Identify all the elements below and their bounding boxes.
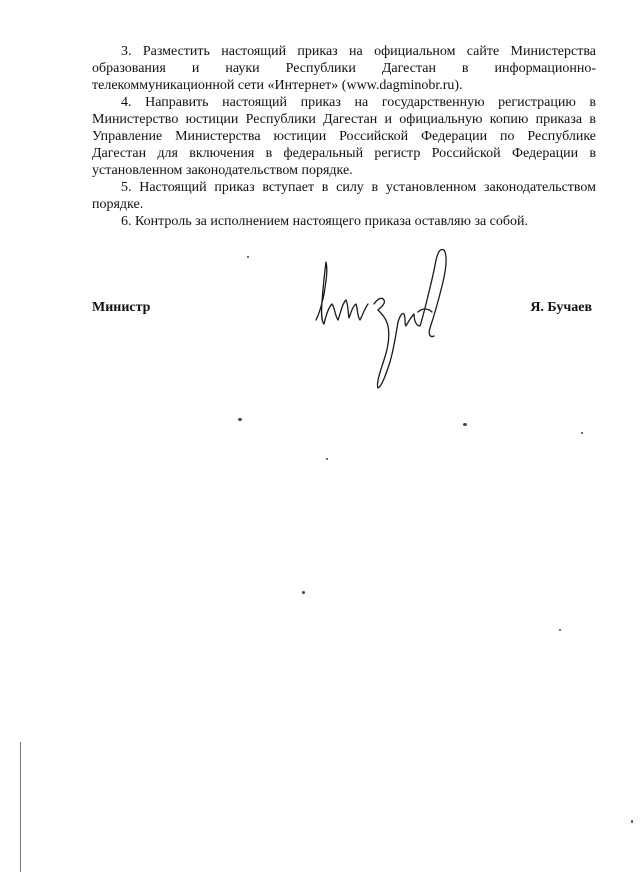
scan-speck [631,820,633,823]
paragraph-text: Направить настоящий приказ на государственную регистрацию в Министерство юстиции Республики Дагестан и официальную копию приказа в Управление Министерства юстиции Российской Федерации по Республике Дагестан для включения в федеральный регистр Российской Федерации в установленном законодательством порядке. [92,95,596,178]
scan-speck [463,423,467,426]
paragraph-number: 4. [121,95,132,110]
scan-speck [302,591,305,594]
paragraph-text: Разместить настоящий приказ на официальном сайте Министерства образования и науки Республики Дагестан в информационно-телекоммуникационной сети «Интернет» (www.dagminobr.ru). [92,44,596,93]
signer-name: Я. Бучаев [530,300,592,315]
paragraph-number: 5. [121,180,132,195]
scan-speck [581,432,583,434]
scan-speck [238,418,242,421]
scan-edge-line [20,742,21,872]
signature-stroke-second [374,249,446,388]
signature-stroke-first [316,262,368,324]
order-body [92,43,596,230]
paragraph-number: 3. [121,44,132,59]
handwritten-signature [308,242,458,392]
paragraph-5 [92,179,596,213]
paragraph-text: Контроль за исполнением настоящего приказа оставляю за собой. [135,214,529,229]
scan-speck [247,256,249,258]
paragraph-text: Настоящий приказ вступает в силу в установленном законодательством порядке. [92,180,597,212]
paragraph-3 [92,43,596,94]
signer-role: Министр [92,300,151,315]
paragraph-4 [92,94,596,179]
scan-speck [559,629,561,631]
paragraph-6 [92,213,596,230]
paragraph-number: 6. [121,214,132,229]
scan-speck [326,458,328,460]
